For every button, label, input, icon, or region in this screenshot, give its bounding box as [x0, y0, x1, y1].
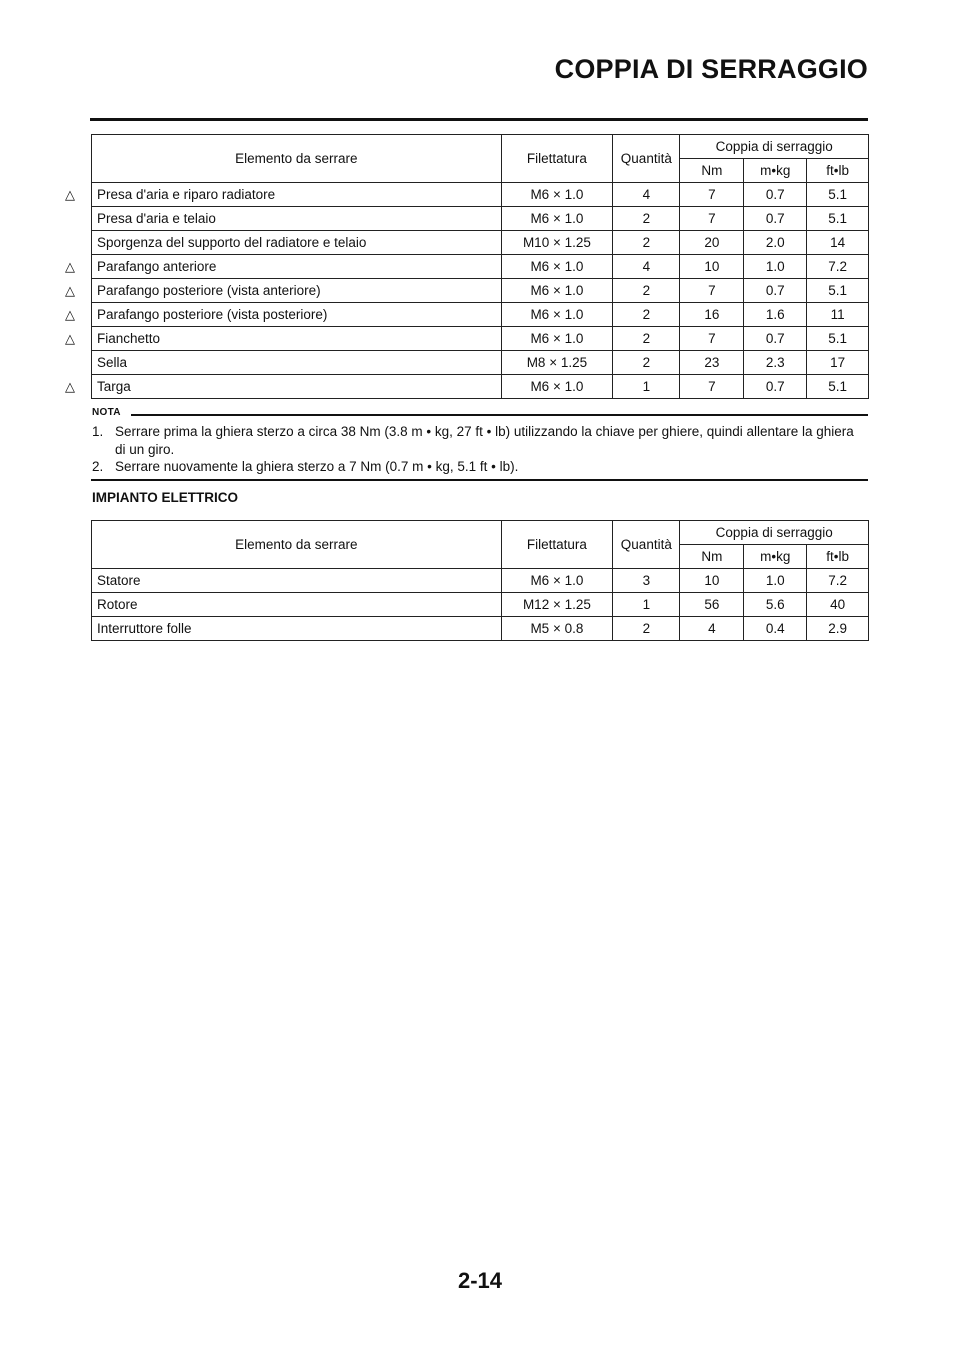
cell-thread: M6 × 1.0	[501, 183, 613, 207]
header-mkg: m•kg	[744, 545, 807, 569]
cell-mkg: 0.7	[744, 375, 807, 399]
cell-quantity: 2	[613, 617, 680, 641]
cell-ftlb: 40	[807, 593, 869, 617]
table-row	[92, 303, 869, 327]
table-row	[92, 279, 869, 303]
triangle-marker-icon: △	[65, 282, 75, 298]
header-torque: Coppia di serraggio	[680, 521, 869, 545]
cell-thread: M6 × 1.0	[501, 375, 613, 399]
cell-mkg: 0.4	[744, 617, 807, 641]
header-ftlb: ft•lb	[807, 545, 869, 569]
table-row	[92, 183, 869, 207]
header-nm: Nm	[680, 159, 744, 183]
nota-item-number: 1.	[92, 424, 104, 439]
header-torque: Coppia di serraggio	[680, 135, 869, 159]
cell-ftlb: 5.1	[807, 207, 869, 231]
cell-nm: 7	[680, 183, 744, 207]
cell-nm: 16	[680, 303, 744, 327]
cell-nm: 7	[680, 375, 744, 399]
frame-torque-table	[91, 134, 869, 399]
cell-quantity: 2	[613, 279, 680, 303]
cell-thread: M10 × 1.25	[501, 231, 613, 255]
cell-thread: M8 × 1.25	[501, 351, 613, 375]
cell-quantity: 2	[613, 351, 680, 375]
nota-item-text: Serrare prima la ghiera sterzo a circa 38 Nm (3.8 m • kg, 27 ft • lb) utilizzando la chiave per ghiere, quindi allentare la ghiera di un giro.	[115, 424, 854, 457]
nota-item-number: 2.	[92, 459, 104, 474]
cell-mkg: 5.6	[744, 593, 807, 617]
cell-nm: 10	[680, 255, 744, 279]
cell-element: Presa d'aria e riparo radiatore	[92, 183, 502, 207]
cell-quantity: 4	[613, 255, 680, 279]
nota-item-text: Serrare nuovamente la ghiera sterzo a 7 Nm (0.7 m • kg, 5.1 ft • lb).	[115, 459, 519, 474]
cell-ftlb: 5.1	[807, 279, 869, 303]
header-thread: Filettatura	[501, 135, 613, 183]
table-row	[92, 375, 869, 399]
cell-mkg: 0.7	[744, 279, 807, 303]
cell-mkg: 1.0	[744, 569, 807, 593]
cell-quantity: 2	[613, 303, 680, 327]
cell-mkg: 1.6	[744, 303, 807, 327]
table-row	[92, 207, 869, 231]
cell-thread: M5 × 0.8	[501, 617, 613, 641]
nota-rule	[131, 414, 868, 416]
cell-element: Sporgenza del supporto del radiatore e telaio	[92, 231, 502, 255]
triangle-marker-icon: △	[65, 258, 75, 274]
table-row	[92, 617, 869, 641]
nota-list	[92, 423, 868, 476]
cell-mkg: 1.0	[744, 255, 807, 279]
triangle-marker-icon: △	[65, 378, 75, 394]
cell-element: Targa	[92, 375, 502, 399]
triangle-marker-icon: △	[65, 330, 75, 346]
cell-mkg: 2.0	[744, 231, 807, 255]
table-row	[92, 327, 869, 351]
table-row	[92, 593, 869, 617]
nota-label: NOTA	[92, 407, 121, 418]
cell-quantity: 4	[613, 183, 680, 207]
title-rule	[90, 118, 868, 121]
cell-thread: M12 × 1.25	[501, 593, 613, 617]
cell-ftlb: 14	[807, 231, 869, 255]
cell-nm: 23	[680, 351, 744, 375]
cell-nm: 7	[680, 207, 744, 231]
electrical-table-body	[92, 569, 869, 641]
cell-mkg: 0.7	[744, 207, 807, 231]
cell-element: Parafango posteriore (vista posteriore)	[92, 303, 502, 327]
header-element: Elemento da serrare	[92, 521, 502, 569]
header-thread: Filettatura	[501, 521, 613, 569]
cell-nm: 7	[680, 327, 744, 351]
cell-thread: M6 × 1.0	[501, 327, 613, 351]
cell-ftlb: 11	[807, 303, 869, 327]
cell-nm: 4	[680, 617, 744, 641]
cell-element: Fianchetto	[92, 327, 502, 351]
triangle-marker-icon: △	[65, 306, 75, 322]
cell-ftlb: 5.1	[807, 327, 869, 351]
electrical-torque-table	[91, 520, 869, 641]
cell-ftlb: 2.9	[807, 617, 869, 641]
cell-thread: M6 × 1.0	[501, 303, 613, 327]
cell-nm: 7	[680, 279, 744, 303]
nota-end-rule	[91, 479, 868, 481]
cell-element: Interruttore folle	[92, 617, 502, 641]
table-row	[92, 255, 869, 279]
cell-element: Parafango posteriore (vista anteriore)	[92, 279, 502, 303]
frame-table-body	[92, 183, 869, 399]
header-quantity: Quantità	[613, 135, 680, 183]
header-nm: Nm	[680, 545, 744, 569]
cell-element: Parafango anteriore	[92, 255, 502, 279]
cell-element: Rotore	[92, 593, 502, 617]
cell-thread: M6 × 1.0	[501, 207, 613, 231]
cell-ftlb: 7.2	[807, 569, 869, 593]
cell-mkg: 0.7	[744, 183, 807, 207]
cell-quantity: 1	[613, 375, 680, 399]
triangle-marker-icon: △	[65, 186, 75, 202]
header-ftlb: ft•lb	[807, 159, 869, 183]
cell-element: Statore	[92, 569, 502, 593]
cell-quantity: 2	[613, 207, 680, 231]
nota-item	[92, 423, 868, 458]
cell-thread: M6 × 1.0	[501, 279, 613, 303]
header-quantity: Quantità	[613, 521, 680, 569]
page-title: COPPIA DI SERRAGGIO	[554, 54, 868, 84]
header-mkg: m•kg	[744, 159, 807, 183]
cell-thread: M6 × 1.0	[501, 569, 613, 593]
cell-quantity: 3	[613, 569, 680, 593]
cell-mkg: 2.3	[744, 351, 807, 375]
cell-ftlb: 17	[807, 351, 869, 375]
table-row	[92, 231, 869, 255]
cell-nm: 56	[680, 593, 744, 617]
cell-nm: 20	[680, 231, 744, 255]
cell-quantity: 1	[613, 593, 680, 617]
section-heading-electrical: IMPIANTO ELETTRICO	[92, 490, 239, 505]
cell-ftlb: 7.2	[807, 255, 869, 279]
nota-item	[92, 458, 868, 476]
cell-mkg: 0.7	[744, 327, 807, 351]
cell-quantity: 2	[613, 327, 680, 351]
cell-element: Presa d'aria e telaio	[92, 207, 502, 231]
cell-ftlb: 5.1	[807, 183, 869, 207]
cell-nm: 10	[680, 569, 744, 593]
cell-thread: M6 × 1.0	[501, 255, 613, 279]
cell-quantity: 2	[613, 231, 680, 255]
header-element: Elemento da serrare	[92, 135, 502, 183]
page-number: 2-14	[457, 1268, 503, 1293]
cell-ftlb: 5.1	[807, 375, 869, 399]
table-row	[92, 569, 869, 593]
table-row	[92, 351, 869, 375]
cell-element: Sella	[92, 351, 502, 375]
